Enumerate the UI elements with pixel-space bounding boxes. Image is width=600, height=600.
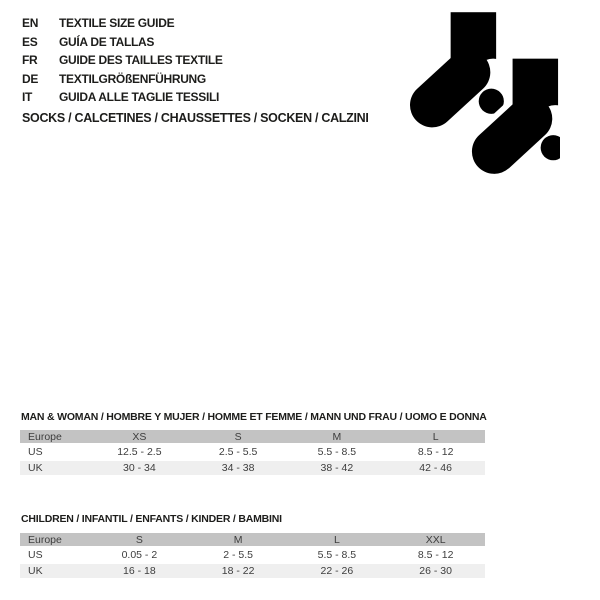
language-row-en	[22, 14, 223, 33]
language-code: EN	[22, 16, 39, 31]
socks-icon	[410, 10, 560, 177]
column-header-region: Europe	[20, 533, 90, 546]
column-header-region: Europe	[20, 430, 90, 443]
size-cell: 42 - 46	[386, 461, 485, 475]
language-code: DE	[22, 71, 39, 86]
table-row-uk	[20, 461, 485, 475]
language-row-de	[22, 70, 223, 89]
language-code: IT	[22, 90, 33, 105]
size-cell: 2.5 - 5.5	[218, 446, 258, 458]
size-cell: 2 - 5.5	[223, 549, 254, 561]
size-cell: 30 - 34	[90, 461, 189, 475]
column-header-size: L	[386, 430, 485, 443]
language-title-list	[22, 14, 223, 107]
adults-header-row	[20, 430, 485, 443]
guide-title-en: TEXTILE SIZE GUIDE	[59, 16, 175, 31]
size-cell: 18 - 22	[189, 564, 288, 578]
row-label: UK	[20, 461, 90, 475]
guide-title-fr: GUIDE DES TAILLES TEXTILE	[59, 53, 223, 68]
sock-left	[432, 12, 512, 114]
column-header-size: M	[288, 430, 387, 443]
row-label: US	[28, 549, 43, 561]
size-cell: 0.05 - 2	[121, 549, 158, 561]
size-cell: 5.5 - 8.5	[317, 549, 357, 561]
size-cell: 26 - 30	[386, 564, 485, 578]
children-size-table	[20, 531, 485, 580]
size-cell: 34 - 38	[189, 461, 288, 475]
size-cell: 22 - 26	[288, 564, 387, 578]
adults-size-table	[20, 428, 485, 477]
language-row-es	[22, 33, 223, 52]
socks-icon-svg	[410, 10, 560, 177]
table-row-us	[20, 445, 485, 459]
table-row-us	[20, 548, 485, 562]
language-code: FR	[22, 53, 38, 68]
table-row-uk	[20, 564, 485, 578]
row-label: UK	[20, 564, 90, 578]
column-header-size: XS	[90, 430, 189, 443]
guide-title-de: TEXTILGRÖßENFÜHRUNG	[59, 71, 206, 86]
children-header-row	[20, 533, 485, 546]
size-cell: 16 - 18	[90, 564, 189, 578]
column-header-size: S	[90, 533, 189, 546]
row-label: US	[28, 446, 43, 458]
adults-table-title: MAN & WOMAN / HOMBRE Y MUJER / HOMME ET FEMME / MANN UND FRAU / UOMO E DONNA	[21, 411, 487, 423]
language-row-fr	[22, 51, 223, 70]
size-cell: 12.5 - 2.5	[117, 446, 162, 458]
language-row-it	[22, 88, 223, 107]
size-cell: 5.5 - 8.5	[317, 446, 357, 458]
guide-title-es: GUÍA DE TALLAS	[59, 34, 155, 49]
column-header-size: S	[189, 430, 288, 443]
size-cell: 8.5 - 12	[417, 549, 454, 561]
category-title: SOCKS / CALCETINES / CHAUSSETTES / SOCKEN / CALZINI	[22, 111, 369, 125]
column-header-size: M	[189, 533, 288, 546]
language-code: ES	[22, 34, 38, 49]
column-header-size: L	[288, 533, 387, 546]
size-cell: 8.5 - 12	[417, 446, 454, 458]
size-cell: 38 - 42	[288, 461, 387, 475]
guide-title-it: GUIDA ALLE TAGLIE TESSILI	[59, 90, 220, 105]
children-table-title: CHILDREN / INFANTIL / ENFANTS / KINDER / BAMBINI	[21, 513, 282, 525]
column-header-size: XXL	[386, 533, 485, 546]
